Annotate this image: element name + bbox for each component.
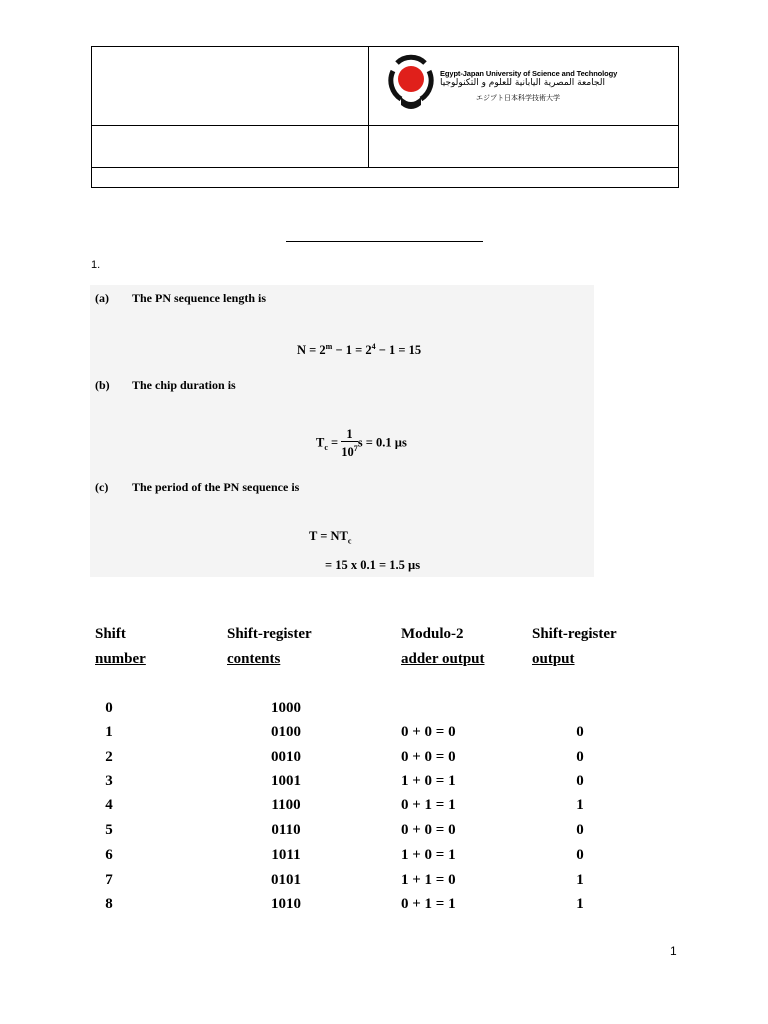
header-divider-row2 <box>92 167 678 168</box>
part-a-label: (a) <box>95 291 109 305</box>
cell-shift: 1 <box>105 724 113 740</box>
part-b-label: (b) <box>95 378 110 392</box>
cell-adder: 1 + 0 = 1 <box>401 847 456 863</box>
cell-contents: 1000 <box>271 700 301 716</box>
cell-shift: 8 <box>105 896 113 912</box>
cell-contents: 0010 <box>271 749 301 765</box>
university-logo-icon <box>388 53 434 115</box>
col-header-contents-line1: Shift-register <box>227 626 312 642</box>
cell-contents: 0110 <box>271 822 301 838</box>
cell-adder: 0 + 0 = 0 <box>401 724 456 740</box>
cell-contents: 1011 <box>271 847 301 863</box>
part-c-label: (c) <box>95 480 109 494</box>
cell-output: 0 <box>576 847 584 863</box>
part-a-equation: $N = 2^m - 1 = 2^4 - 1 = 15$ <box>297 342 422 358</box>
question-number: 1. <box>91 259 101 271</box>
cell-shift: 0 <box>105 700 113 716</box>
cell-output: 0 <box>576 724 584 740</box>
cell-contents: 1100 <box>271 797 301 813</box>
cell-adder: 0 + 0 = 0 <box>401 749 456 765</box>
header-table <box>91 46 679 188</box>
cell-output: 1 <box>576 896 584 912</box>
part-b-equation: $T_c$ = $\frac{1}{10^7}$ s = 0.1 µs <box>316 427 407 460</box>
cell-contents: 1010 <box>271 896 301 912</box>
col-header-output-line2: output <box>532 651 575 667</box>
cell-adder: 0 + 0 = 0 <box>401 822 456 838</box>
cell-adder: 1 + 1 = 0 <box>401 872 456 888</box>
cell-shift: 4 <box>105 797 113 813</box>
part-c-equation-2: = 15 x 0.1 = 1.5 µs <box>325 558 421 572</box>
cell-output: 0 <box>576 749 584 765</box>
university-name-ar: الجامعة المصرية اليابانية للعلوم و التكنولوجيا <box>440 78 605 88</box>
part-b-text: The chip duration is <box>132 378 236 392</box>
page-number: 1 <box>670 944 677 958</box>
cell-output: 0 <box>576 773 584 789</box>
university-name-jp: エジプト日本科学技術大学 <box>476 94 560 102</box>
col-header-output-line1: Shift-register <box>532 626 617 642</box>
col-header-adder-line2: adder output <box>401 651 485 667</box>
cell-shift: 3 <box>105 773 113 789</box>
title-underline <box>286 241 483 242</box>
header-divider-row1 <box>92 125 678 126</box>
part-c-text: The period of the PN sequence is <box>132 480 300 494</box>
cell-output: 1 <box>576 797 584 813</box>
cell-shift: 2 <box>105 749 113 765</box>
cell-shift: 6 <box>105 847 113 863</box>
cell-shift: 7 <box>105 872 113 888</box>
cell-output: 1 <box>576 872 584 888</box>
col-header-shift-line2: number <box>95 651 146 667</box>
cell-contents: 0101 <box>271 872 301 888</box>
cell-contents: 1001 <box>271 773 301 789</box>
cell-adder: 0 + 1 = 1 <box>401 797 456 813</box>
part-c-equation-1: $T = NT_c$ <box>309 529 352 546</box>
header-divider-vertical <box>368 47 369 168</box>
col-header-adder-line1: Modulo-2 <box>401 626 464 642</box>
col-header-contents-line2: contents <box>227 651 281 667</box>
col-header-shift-line1: Shift <box>95 626 126 642</box>
cell-contents: 0100 <box>271 724 301 740</box>
cell-adder: 0 + 1 = 1 <box>401 896 456 912</box>
cell-adder: 1 + 0 = 1 <box>401 773 456 789</box>
university-name-en: Egypt-Japan University of Science and Technology <box>440 69 618 78</box>
cell-shift: 5 <box>105 822 113 838</box>
cell-output: 0 <box>576 822 584 838</box>
part-a-text: The PN sequence length is <box>132 291 267 305</box>
